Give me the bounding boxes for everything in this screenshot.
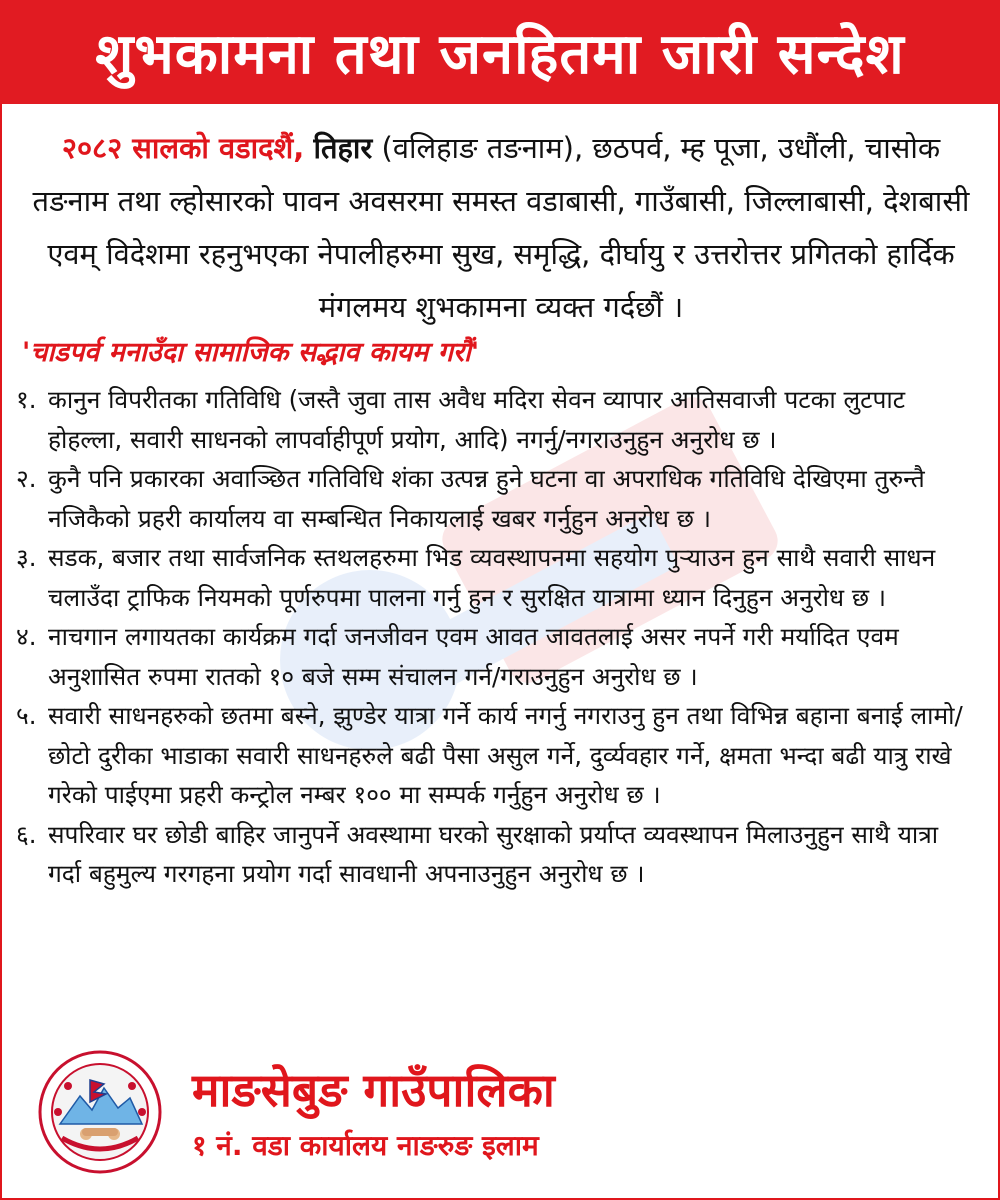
list-item	[0, 696, 1000, 815]
greeting-year: २०८२ सालको वडादशैं,	[61, 131, 305, 165]
title-banner	[0, 0, 1000, 104]
slogan: 'चाडपर्व मनाउँदा सामाजिक सद्भाव कायम गरौं'	[22, 337, 480, 368]
list-item-number: ६.	[16, 819, 37, 849]
list-item-number: ३.	[16, 543, 37, 572]
list-item-number: ४.	[16, 622, 37, 651]
appeal-list	[0, 380, 1000, 894]
list-item-text: कुनै पनि प्रकारका अवाञ्छित गतिविधि शंका उत्पन्न हुने घटना वा अपराधिक गतिविधि देखिएमा तुरुन्तै नजिकैको प्रहरी कार्यालय वा सम्बन्धित निकायलाई खबर गर्नुहुन अनुरोध छ ।	[48, 464, 925, 533]
greeting-paragraph	[26, 122, 976, 334]
list-item-text: नाचगान लगायतका कार्यक्रम गर्दा जनजीवन एवम आवत जावतलाई असर नपर्ने गरी मर्यादित एवम अनुशासित रुपमा रातको १० बजे सम्म संचालन गर्न/गराउनुहुन अनुरोध छ ।	[48, 622, 899, 691]
list-item	[0, 380, 1000, 459]
list-item-text: कानुन विपरीतका गतिविधि (जस्तै जुवा तास अवैध मदिरा सेवन व्यापार आतिसवाजी पटका लुटपाट होहल्ला, सवारी साधनको लापर्वाहीपूर्ण प्रयोग, आदि) नगर्नु/नगराउनुहुन अनुरोध छ ।	[48, 385, 906, 454]
list-item-number: ५.	[16, 701, 37, 730]
greeting-rest: (वलिहाङ तङनाम), छठपर्व, म्ह पूजा, उधौंली, चासोक तङनाम तथा ल्होसारको पावन अवसरमा समस्त वडाबासी, गाउँबासी, जिल्लाबासी, देशबासी एवम् विदेशमा रहनुभएका नेपालीहरुमा सुख, समृद्धि, दीर्घायु र उत्तरोत्तर प्रगितको हार्दिक मंगलमय शुभकामना व्यक्त गर्दछौं ।	[32, 131, 970, 324]
page-title: शुभकामना तथा जनहितमा जारी सन्देश	[95, 22, 905, 87]
list-item-number: २.	[16, 464, 37, 493]
nepal-government-emblem-icon	[38, 1050, 162, 1174]
list-item	[0, 538, 1000, 617]
list-item	[0, 617, 1000, 696]
office-subtitle: १ नं. वडा कार्यालय नाङरुङ इलाम	[192, 1129, 539, 1162]
list-item-number: १.	[16, 385, 37, 414]
list-item	[0, 459, 1000, 538]
list-item-text: सपरिवार घर छोडी बाहिर जानुपर्ने अवस्थामा घरको सुरक्षाको प्रर्याप्त व्यवस्थापन मिलाउनुहुन साथै यात्रा गर्दा बहुमुल्य गरगहना प्रयोग गर्दा सावधानी अपनाउनुहुन अनुरोध छ ।	[48, 819, 939, 888]
greeting-tihar: तिहार	[313, 131, 373, 165]
list-item-text: सडक, बजार तथा सार्वजनिक स्तथलहरुमा भिड व्यवस्थापनमा सहयोग पुऱ्याउन हुन साथै सवारी साधन चलाउँदा ट्राफिक नियमको पूर्णरुपमा पालना गर्नु हुन र सुरक्षित यात्रामा ध्यान दिनुहुन अनुरोध छ ।	[48, 543, 936, 612]
list-item-text: सवारी साधनहरुको छतमा बस्ने, झुण्डेर यात्रा गर्ने कार्य नगर्नु नगराउनु हुन तथा विभिन्न बहाना बनाई लामो/छोटो दुरीका भाडाका सवारी साधनहरुले बढी पैसा असुल गर्ने, दुर्व्यवहार गर्ने, क्षमता भन्दा बढी यात्रु राखे गरेको पाईएमा प्रहरी कन्ट्रोल नम्बर १०० मा सम्पर्क गर्नुहुन अनुरोध छ ।	[48, 701, 963, 809]
office-name: माङसेबुङ गाउँपालिका	[192, 1063, 555, 1117]
list-item	[0, 815, 1000, 894]
